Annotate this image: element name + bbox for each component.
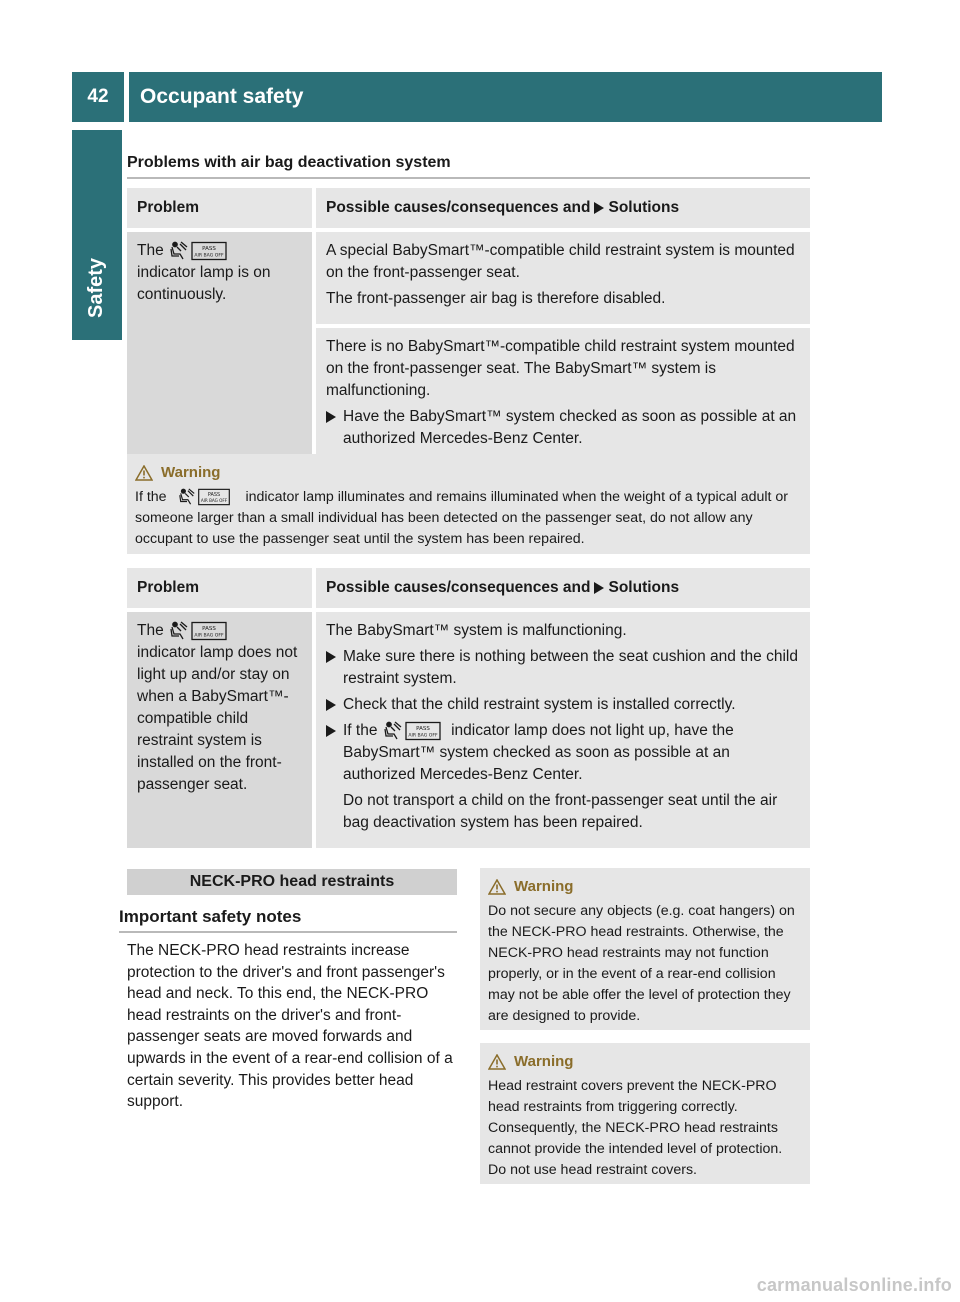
lamp-pass-label: PASS <box>415 725 430 732</box>
warning-heading <box>488 876 802 897</box>
warning-box-1 <box>127 454 810 554</box>
page-number: 42 <box>87 86 109 107</box>
important-notes-title: Important safety notes <box>119 907 302 926</box>
header-separator <box>124 72 129 122</box>
step-note: Do not transport a child on the front-passenger seat until the air bag deactivation system has been repaired. <box>343 792 778 831</box>
problem-cell <box>127 608 312 848</box>
header-solutions-text: Solutions <box>608 579 680 596</box>
arrow-icon <box>594 202 604 214</box>
table-header-problem: Problem <box>127 568 312 608</box>
step-text: Check that the child restraint system is installed correctly. <box>343 696 736 713</box>
lamp-airbag-label: AIR BAG OFF <box>408 733 438 739</box>
lamp-airbag-label: AIR BAG OFF <box>194 633 224 639</box>
problem-cell <box>127 228 312 464</box>
table-header-causes <box>312 188 810 228</box>
solution-step <box>326 406 802 450</box>
warning-text: Head restraint covers prevent the NECK-PRO head restraints from triggering correctly. Consequently, the NECK-PRO head restraints cannot provide the intended level of protection. Do not use head restraint covers. <box>488 1078 783 1178</box>
page-title: Occupant safety <box>140 85 304 108</box>
passenger-airbag-off-indicator-icon <box>171 488 239 506</box>
solution-step <box>326 694 802 716</box>
step-text: Have the BabySmart™ system checked as soon as possible at an authorized Mercedes-Benz Center. <box>343 408 797 447</box>
lamp-airbag-label: AIR BAG OFF <box>200 498 227 504</box>
problem-prefix: The <box>137 622 164 639</box>
solution-step <box>326 720 802 834</box>
warning-text: Do not secure any objects (e.g. coat hangers) on the NECK-PRO head restraints. Otherwise, the NECK-PRO head restraints may not function properly, or in the event of a rear-end collision may not be able offer the level of protection they are designed to provide. <box>488 903 795 1024</box>
table-header-causes <box>312 568 810 608</box>
passenger-airbag-off-indicator-icon <box>168 621 230 641</box>
warning-triangle-icon <box>488 1054 506 1070</box>
warning-body: indicator lamp illuminates and remains illuminated when the weight of a typical adult or someone larger than a small individual has been detected on the passenger seat, do not allow any occupant to use the passenger seat until the system has been repaired. <box>135 489 789 547</box>
cause-paragraph: The BabySmart™ system is malfunctioning. <box>326 622 627 639</box>
warning-label: Warning <box>161 464 221 481</box>
warning-text <box>135 487 802 550</box>
passenger-airbag-off-indicator-icon <box>168 241 230 261</box>
arrow-icon <box>594 582 604 594</box>
step-arrow-icon <box>326 725 336 737</box>
header-causes-text: Possible causes/consequences and <box>326 579 591 596</box>
important-notes-rule <box>119 931 457 933</box>
problem-prefix: The <box>137 242 164 259</box>
step-text: indicator lamp does not light up, have the BabySmart™ system checked as soon as possible at an authorized Mercedes-Benz Center. <box>343 722 734 783</box>
solution-step <box>326 646 802 690</box>
watermark-footer: carmanualsonline.info <box>756 1275 952 1295</box>
warning-box-2 <box>480 868 810 1030</box>
warning-label: Warning <box>514 878 574 895</box>
step-arrow-icon <box>326 411 336 423</box>
warning-label: Warning <box>514 1053 574 1070</box>
neck-pro-body-text: The NECK-PRO head restraints increase protection to the driver's and front passenger's head and neck. To this end, the NECK-PRO head restraints on the driver's and front-passenger seats are moved forwards and upwards in the event of a rear-end collision of a certain severity. This provides better head support. <box>127 942 453 1111</box>
lamp-pass-label: PASS <box>202 245 216 252</box>
side-tab-label: Safety <box>85 257 107 318</box>
header-causes-text: Possible causes/consequences and <box>326 199 591 216</box>
lamp-airbag-label: AIR BAG OFF <box>194 253 224 259</box>
lamp-pass-label: PASS <box>207 492 220 499</box>
header-solutions-text: Solutions <box>608 199 680 216</box>
warning-triangle-icon <box>488 879 506 895</box>
cause-cell-1 <box>312 228 810 324</box>
cause-paragraph: There is no BabySmart™-compatible child restraint system mounted on the front-passenger seat. The BabySmart™ system is malfunctioning. <box>326 338 795 399</box>
neck-pro-section-bar: NECK-PRO head restraints <box>127 869 457 895</box>
warning-box-3 <box>480 1043 810 1184</box>
cause-cell-2 <box>312 324 810 464</box>
warning-heading <box>488 1051 802 1072</box>
problem-text: indicator lamp is on continuously. <box>137 264 271 303</box>
cause-cell <box>312 608 810 848</box>
step-text: Make sure there is nothing between the seat cushion and the child restraint system. <box>343 648 798 687</box>
lamp-pass-label: PASS <box>202 625 216 632</box>
warning-heading <box>135 462 802 483</box>
cause-paragraph: The front-passenger air bag is therefore disabled. <box>326 290 666 307</box>
section-rule <box>127 177 810 179</box>
problem-text: indicator lamp does not light up and/or stay on when a BabySmart™-compatible child restraint system is installed on the front-passenger seat. <box>137 644 298 793</box>
warning-triangle-icon <box>135 465 153 481</box>
step-arrow-icon <box>326 651 336 663</box>
step-arrow-icon <box>326 699 336 711</box>
problem-table-2 <box>127 568 810 848</box>
section-title: Problems with air bag deactivation system <box>127 154 451 171</box>
passenger-airbag-off-indicator-icon <box>382 721 444 741</box>
cause-paragraph: A special BabySmart™-compatible child restraint system is mounted on the front-passenger seat. <box>326 242 795 281</box>
problem-table-1 <box>127 188 810 464</box>
step-prefix: If the <box>343 722 378 739</box>
table-header-problem: Problem <box>127 188 312 228</box>
warning-prefix: If the <box>135 489 167 505</box>
